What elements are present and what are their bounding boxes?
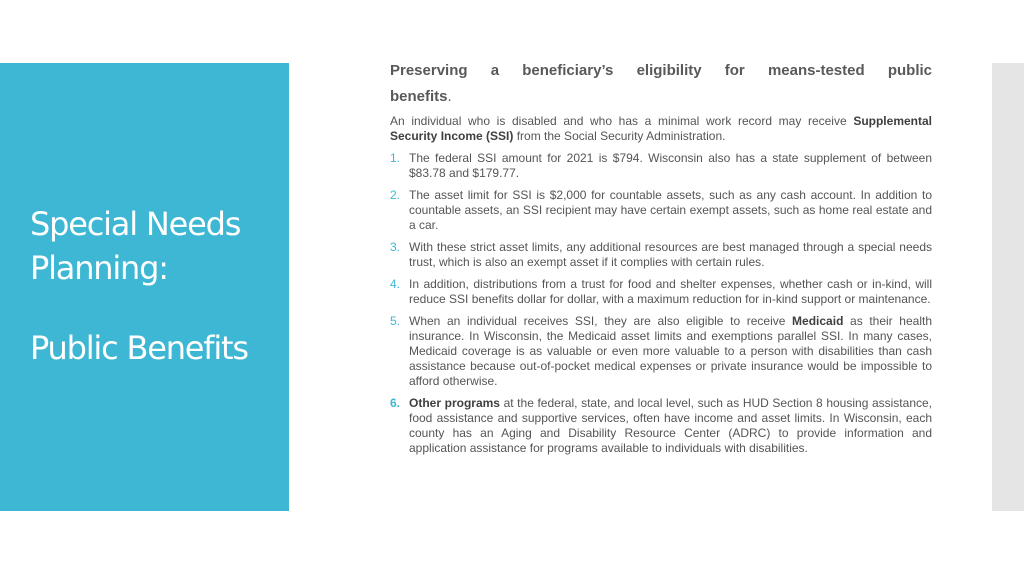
list-item-text: In addition, distributions from a trust for food and shelter expenses, whether cash or in-kind, will reduce SSI benefits dollar for dollar, with a maximum reduction for in-kind support or maintenance. — [409, 277, 932, 306]
list-item-number: 5. — [390, 314, 401, 328]
section-heading-period: . — [447, 88, 452, 105]
slide-title — [30, 202, 240, 290]
list-item-number: 1. — [390, 151, 401, 165]
list-item — [390, 277, 932, 307]
intro-text-before: An individual who is disabled and who has a minimal work record may receive — [390, 114, 854, 128]
content-area — [390, 60, 932, 463]
slide-title-line-1: Special Needs — [30, 205, 241, 243]
intro-bold-term: Supplemental Security Income (SSI) — [390, 114, 932, 143]
slide-subtitle — [30, 326, 248, 370]
list-item-text-after: as their health insurance. In Wisconsin, the Medicaid asset limits and exemptions parallel SSI. In many cases, Medicaid coverage is as valuable or even more valuable to a person with disabilities than cash assistance because out-of-pocket medical expenses or private insurance would be impossible to afford otherwise. — [409, 314, 932, 388]
list-item-number: 4. — [390, 277, 401, 291]
list-item-bold-term: Medicaid — [792, 314, 844, 328]
list-item-bold-term: Other programs — [409, 396, 500, 410]
list-item — [390, 240, 932, 270]
numbered-list — [390, 151, 932, 456]
list-item-text-after: at the federal, state, and local level, such as HUD Section 8 housing assistance, food assistance and supportive services, often have income and asset limits. In Wisconsin, each county has an Aging and Disability Resource Center (ADRC) to provide information and application assistance for programs available to individuals with disabilities. — [409, 396, 932, 455]
list-item-text-before: When an individual receives SSI, they are also eligible to receive — [409, 314, 793, 328]
slide-subtitle-line: Public Benefits — [30, 329, 248, 367]
slide-title-line-2: Planning: — [30, 249, 168, 287]
list-item-text: The federal SSI amount for 2021 is $794. Wisconsin also has a state supplement of between $83.78 and $179.77. — [409, 151, 932, 180]
list-item-number: 2. — [390, 188, 401, 202]
list-item-text: The asset limit for SSI is $2,000 for countable assets, such as any cash account. In addition to countable assets, an SSI recipient may have certain exempt assets, such as home real estate and a car. — [409, 188, 932, 232]
list-item — [390, 314, 932, 389]
list-item — [390, 396, 932, 456]
list-item-text: With these strict asset limits, any additional resources are best managed through a special needs trust, which is also an exempt asset if it complies with certain rules. — [409, 240, 932, 269]
list-item-number: 3. — [390, 240, 401, 254]
list-item — [390, 151, 932, 181]
section-heading-bold: benefits — [390, 88, 448, 105]
right-side-bar — [992, 63, 1024, 511]
intro-text-after: from the Social Security Administration. — [513, 129, 726, 143]
list-item — [390, 188, 932, 233]
section-heading-line-1: Preserving a beneficiary’s eligibility for means-tested public — [390, 62, 932, 79]
list-item-number: 6. — [390, 396, 401, 410]
intro-paragraph — [390, 114, 932, 144]
